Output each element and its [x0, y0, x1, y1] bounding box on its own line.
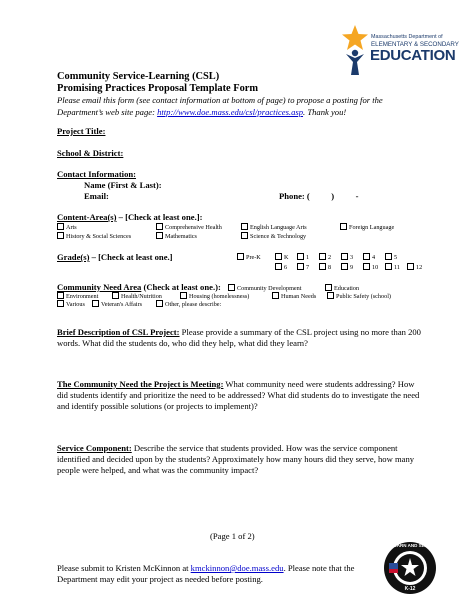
intro-end: . Thank you!: [303, 106, 347, 117]
option-label: Veteran's Affairs: [101, 301, 143, 308]
checkbox[interactable]: [327, 292, 334, 299]
option-label: Health/Nutrition: [121, 293, 162, 300]
grade-option[interactable]: [297, 253, 309, 262]
checkbox[interactable]: [407, 263, 414, 270]
checkbox[interactable]: [325, 284, 332, 291]
grade-option[interactable]: [297, 263, 309, 272]
logo-line2: ELEMENTARY & SECONDARY: [371, 41, 459, 48]
page-number: (Page 1 of 2): [210, 531, 255, 541]
grade-option[interactable]: [319, 263, 331, 272]
checkbox[interactable]: [228, 284, 235, 291]
checkbox[interactable]: [272, 292, 279, 299]
need-option[interactable]: [57, 300, 85, 309]
checkbox[interactable]: [112, 292, 119, 299]
option-label: Public Safety (school): [336, 293, 391, 300]
intro-paragraph: [57, 95, 417, 118]
question-text: What community need were students addressing? How did students identify and prioritize the need to be addressed? What did students do to investigate the need and identify possible solutions (or projects to implement)?: [57, 379, 420, 411]
option-label: 8: [328, 264, 332, 271]
option-label: Arts: [66, 224, 77, 231]
intro-text: Please email this form (see contact information at bottom of page) to propose a posting for the Department’s web site page:: [57, 95, 383, 117]
content-option-science[interactable]: [241, 232, 306, 241]
submit-text: Please submit to Kristen McKinnon at: [57, 563, 191, 573]
checkbox[interactable]: [180, 292, 187, 299]
need-option[interactable]: [92, 300, 142, 309]
option-label: 11: [394, 264, 400, 271]
question-service: [57, 443, 422, 476]
grade-option[interactable]: [363, 263, 378, 272]
star-person-icon: [340, 24, 370, 76]
option-label: Comprehensive Health: [165, 224, 222, 231]
grade-option[interactable]: [319, 253, 331, 262]
checkbox[interactable]: [297, 253, 304, 260]
checkbox[interactable]: [341, 263, 348, 270]
learn-and-serve-badge: [383, 541, 437, 595]
practices-link[interactable]: http://www.doe.mass.edu/csl/practices.asp: [157, 106, 304, 117]
checkbox[interactable]: [156, 223, 163, 230]
option-label: Science & Technology: [250, 233, 307, 240]
grade-option[interactable]: [237, 253, 261, 262]
option-label: 3: [350, 254, 354, 261]
content-option-foreign-language[interactable]: [340, 223, 394, 232]
question-community-need: [57, 379, 422, 412]
grade-option[interactable]: [341, 253, 353, 262]
option-label: Human Needs: [281, 293, 317, 300]
grade-option[interactable]: [385, 263, 400, 272]
option-label: Community Development: [237, 285, 302, 292]
content-option-ela[interactable]: [241, 223, 307, 232]
email-label: Email:: [84, 191, 109, 201]
grade-option[interactable]: [341, 263, 353, 272]
phone-label: Phone: ( ) -: [279, 191, 359, 201]
need-option[interactable]: [156, 300, 221, 309]
email-link[interactable]: kmckinnon@doe.mass.edu: [190, 563, 284, 573]
checkbox[interactable]: [57, 292, 64, 299]
option-label: Mathematics: [165, 233, 197, 240]
option-label: History & Social Sciences: [66, 233, 132, 240]
checkbox[interactable]: [341, 253, 348, 260]
option-label: 6: [284, 264, 288, 271]
option-label: 7: [306, 264, 310, 271]
grade-option[interactable]: [385, 253, 397, 262]
checkbox[interactable]: [241, 232, 248, 239]
grades-instruction: – [Check at least one.]: [89, 252, 173, 262]
checkbox[interactable]: [363, 263, 370, 270]
grades-label: Grade(s): [57, 252, 90, 262]
grade-option[interactable]: [275, 253, 288, 262]
grade-option[interactable]: [363, 253, 375, 262]
checkbox[interactable]: [363, 253, 370, 260]
option-label: Housing (homelessness): [189, 293, 250, 300]
content-option-math[interactable]: [156, 232, 197, 241]
checkbox[interactable]: [275, 263, 282, 270]
option-label: Education: [334, 285, 360, 292]
option-label: 9: [350, 264, 354, 271]
content-option-history[interactable]: [57, 232, 131, 241]
form-title-1: Community Service-Learning (CSL): [57, 71, 220, 82]
name-label: Name (First & Last):: [84, 180, 162, 190]
checkbox[interactable]: [57, 300, 64, 307]
content-option-arts[interactable]: [57, 223, 77, 232]
option-label: Pre-K: [246, 254, 261, 261]
grades-heading: [57, 252, 173, 263]
question-text: Please provide a summary of the CSL project using no more than 200 words. What did the students do, who did they help, what did they learn?: [57, 327, 421, 348]
form-title-2: Promising Practices Proposal Template Form: [57, 83, 259, 94]
option-label: Various: [66, 301, 85, 308]
option-label: 12: [416, 264, 423, 271]
checkbox[interactable]: [275, 253, 282, 260]
grade-option[interactable]: [407, 263, 422, 272]
question-label: The Community Need the Project is Meeting:: [57, 379, 224, 389]
checkbox[interactable]: [241, 223, 248, 230]
checkbox[interactable]: [57, 232, 64, 239]
checkbox[interactable]: [319, 263, 326, 270]
submit-text-end: . Please note that the Department may edit your project as needed before posting.: [57, 563, 355, 584]
checkbox[interactable]: [57, 223, 64, 230]
question-text: Describe the service that students provided. How was the service component identified and decided upon by the students? Approximately how many hours did they serve, how many people were helped, and what was the community impact?: [57, 443, 415, 475]
checkbox[interactable]: [297, 263, 304, 270]
option-label: Foreign Language: [349, 224, 395, 231]
checkbox[interactable]: [237, 253, 244, 260]
logo-line1: Massachusetts Department of: [371, 34, 443, 40]
option-label: Other, please describe:: [165, 301, 222, 308]
option-label: 2: [328, 254, 332, 261]
content-area-instruction: – [Check at least one.]:: [116, 212, 203, 222]
need-area-instruction: (Check at least one.):: [141, 282, 221, 292]
checkbox[interactable]: [340, 223, 347, 230]
checkbox[interactable]: [156, 300, 163, 307]
content-area-heading: [57, 212, 202, 223]
logo-line3: EDUCATION: [370, 47, 456, 64]
checkbox[interactable]: [385, 263, 392, 270]
contact-info-label: Contact Information:: [57, 169, 137, 179]
need-option[interactable]: [272, 292, 316, 301]
checkbox[interactable]: [156, 232, 163, 239]
content-option-health[interactable]: [156, 223, 222, 232]
project-title-label: Project Title:: [57, 126, 106, 136]
question-label: Service Component:: [57, 443, 132, 453]
question-description: [57, 327, 422, 349]
option-label: 1: [306, 254, 310, 261]
checkbox[interactable]: [319, 253, 326, 260]
option-label: 10: [372, 264, 379, 271]
submit-note: [57, 563, 387, 585]
checkbox[interactable]: [385, 253, 392, 260]
option-label: 5: [394, 254, 398, 261]
badge-top-text: LEARN AND SERVE: [391, 543, 434, 548]
school-district-label: School & District:: [57, 148, 124, 158]
badge-bottom-text: K-12: [404, 586, 416, 592]
option-label: Environment: [66, 293, 99, 300]
grade-option[interactable]: [275, 263, 287, 272]
ese-logo: [340, 22, 462, 80]
option-label: English Language Arts: [250, 224, 307, 231]
question-label: Brief Description of CSL Project:: [57, 327, 180, 337]
need-area-label: Community Need Area: [57, 282, 142, 292]
option-label: 4: [372, 254, 376, 261]
option-label: K: [284, 254, 289, 261]
content-area-label: Content-Area(s): [57, 212, 117, 222]
need-option[interactable]: [327, 292, 391, 301]
checkbox[interactable]: [92, 300, 99, 307]
